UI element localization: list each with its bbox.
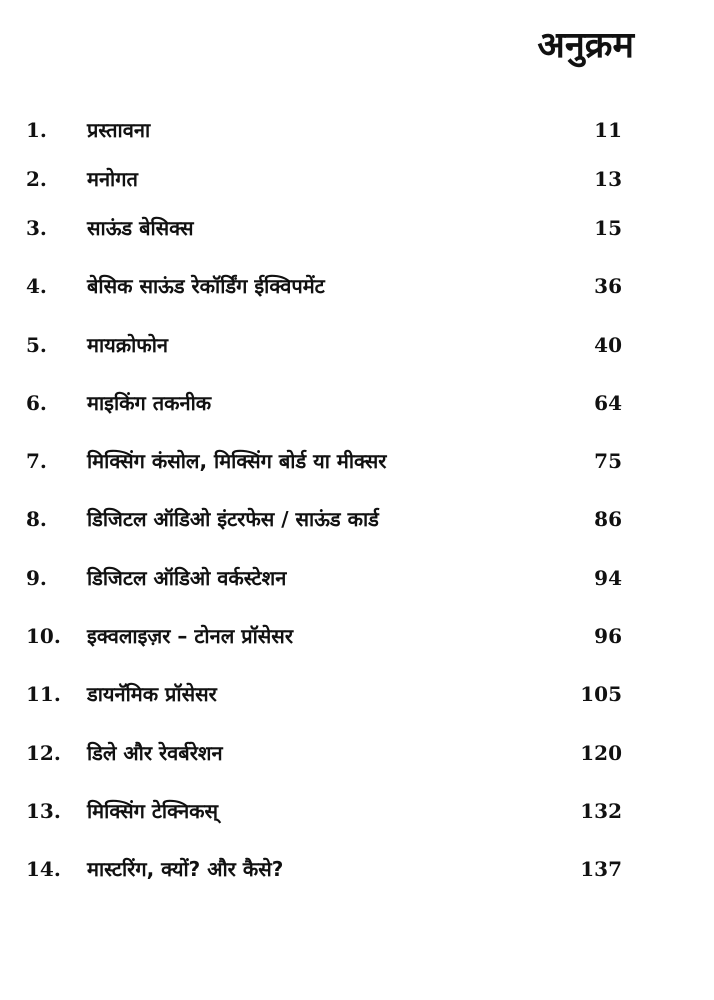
entry-title: मिक्सिंग कंसोल, मिक्सिंग बोर्ड या मीक्सर (87, 449, 387, 473)
entry-title: माइकिंग तकनीक (87, 391, 212, 415)
entry-title: डिजिटल ऑडिओ वर्कस्टेशन (87, 566, 287, 590)
entry-number: 1. (26, 118, 47, 142)
toc-entry (0, 499, 714, 539)
entry-page-number: 105 (580, 682, 622, 706)
entry-title: मास्टरिंग, क्यों? और कैसे? (87, 857, 284, 881)
entry-page-number: 120 (580, 741, 622, 765)
entry-title: साऊंड बेसिक्स (87, 216, 194, 240)
entry-title: डिजिटल ऑडिओ इंटरफेस / साऊंड कार्ड (87, 507, 379, 531)
entry-number: 14. (26, 857, 61, 881)
entry-number: 9. (26, 566, 47, 590)
toc-entry (0, 325, 714, 365)
entry-page-number: 132 (580, 799, 622, 823)
toc-entry (0, 674, 714, 714)
toc-entry (0, 159, 714, 199)
toc-entry (0, 849, 714, 889)
toc-entry (0, 110, 714, 150)
entry-page-number: 96 (594, 624, 622, 648)
entry-page-number: 36 (594, 274, 622, 298)
toc-entry (0, 441, 714, 481)
entry-number: 4. (26, 274, 47, 298)
toc-entry (0, 266, 714, 306)
entry-title: मिक्सिंग टेक्निकस् (87, 799, 219, 823)
entry-page-number: 64 (594, 391, 622, 415)
entry-title: प्रस्तावना (87, 118, 151, 142)
entry-title: मायक्रोफोन (87, 333, 168, 357)
toc-entry (0, 383, 714, 423)
entry-page-number: 15 (594, 216, 622, 240)
entry-number: 7. (26, 449, 47, 473)
entry-number: 12. (26, 741, 61, 765)
entry-title: मनोगत (87, 167, 138, 191)
entry-page-number: 13 (594, 167, 622, 191)
toc-entry (0, 558, 714, 598)
entry-page-number: 86 (594, 507, 622, 531)
entry-title: बेसिक साऊंड रेकॉर्डिंग ईक्विपमेंट (87, 274, 325, 298)
entry-page-number: 40 (594, 333, 622, 357)
entry-page-number: 11 (594, 118, 622, 142)
toc-entry (0, 791, 714, 831)
entry-page-number: 137 (580, 857, 622, 881)
entry-number: 10. (26, 624, 61, 648)
entry-number: 3. (26, 216, 47, 240)
entry-title: इक्वलाइज़र – टोनल प्रॉसेसर (87, 624, 294, 648)
page-title: अनुक्रम (537, 25, 634, 66)
entry-page-number: 94 (594, 566, 622, 590)
toc-entry (0, 208, 714, 248)
entry-number: 11. (26, 682, 61, 706)
toc-entry (0, 733, 714, 773)
entry-number: 6. (26, 391, 47, 415)
entry-number: 2. (26, 167, 47, 191)
entry-number: 5. (26, 333, 47, 357)
entry-title: डिले और रेवर्बरेशन (87, 741, 223, 765)
toc-entry (0, 616, 714, 656)
entry-number: 8. (26, 507, 47, 531)
entry-number: 13. (26, 799, 61, 823)
entry-title: डायनॅमिक प्रॉसेसर (87, 682, 217, 706)
entry-page-number: 75 (594, 449, 622, 473)
